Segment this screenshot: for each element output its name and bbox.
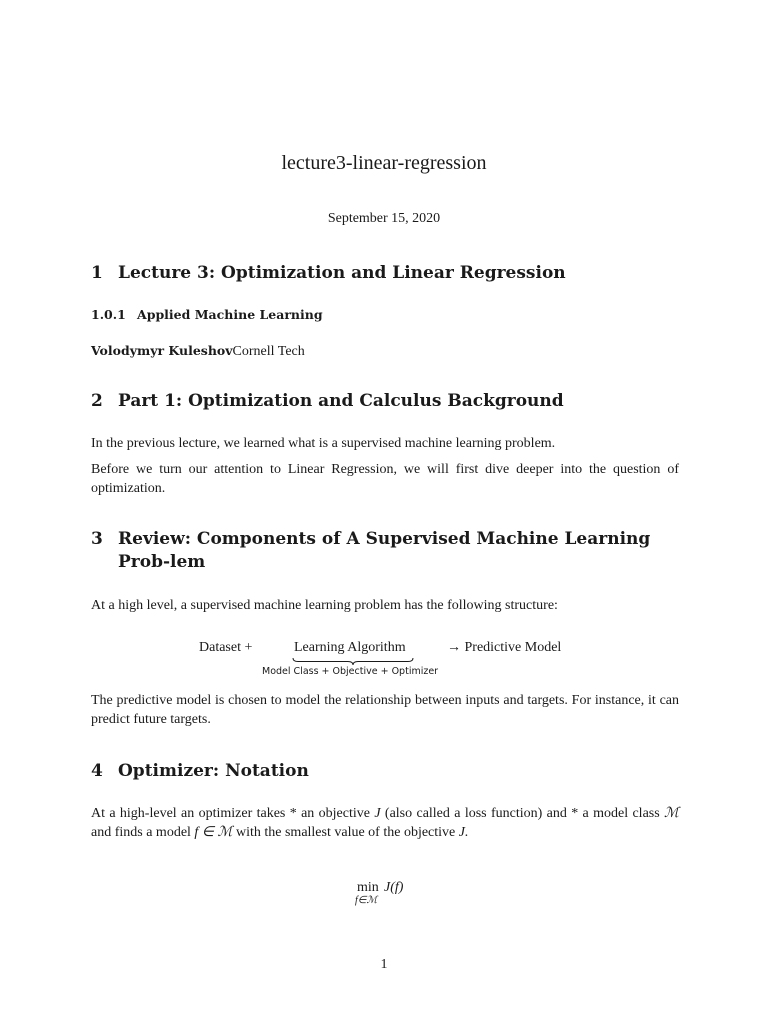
underbrace-label: Model Class + Objective + Optimizer (262, 666, 439, 677)
section-heading-1 (91, 262, 566, 285)
equation-learning-algorithm: Learning Algorithm (294, 640, 406, 655)
section-heading-3 (91, 528, 681, 574)
paragraph-optimizer (91, 804, 679, 842)
math-J: J (374, 806, 381, 821)
section-title: Lecture 3: Optimization and Linear Regression (118, 263, 566, 283)
paragraph: In the previous lecture, we learned what is a supervised machine learning problem. (91, 436, 556, 451)
paragraph: At a high level, a supervised machine learning problem has the following structure: (91, 598, 558, 613)
subsection-number: 1.0.1 (91, 307, 126, 322)
section-title: Review: Components of A Supervised Machine Learning Prob-lem (118, 529, 651, 572)
section-title: Optimizer: Notation (118, 761, 309, 781)
equation-predictive-model: → Predictive Model (447, 640, 562, 655)
section-title: Part 1: Optimization and Calculus Background (118, 391, 564, 411)
document-title: lecture3-linear-regression (281, 152, 487, 174)
text-run: At a high-level an optimizer takes * an objective (91, 806, 370, 821)
formula-operator: min (357, 880, 379, 895)
section-number: 4 (91, 761, 103, 781)
paragraph: Before we turn our attention to Linear Regression, we will first dive deeper into the question of optimization. (91, 462, 679, 496)
formula-subscript: f∈ℳ (355, 895, 378, 906)
section-heading-2 (91, 390, 564, 413)
formula-expression: J(f) (384, 880, 404, 895)
paragraph: The predictive model is chosen to model the relationship between inputs and targets. For instance, it can predict future targets. (91, 693, 679, 727)
math-J-end: J. (458, 825, 469, 840)
subsection-heading (91, 307, 323, 322)
page-number: 1 (380, 957, 388, 972)
text-run: and finds a model (91, 825, 191, 840)
math-f-in-M: f ∈ ℳ (194, 825, 233, 840)
author-affiliation: Cornell Tech (232, 344, 305, 359)
section-heading-4 (91, 760, 309, 783)
section-number: 1 (91, 263, 103, 283)
author-name: Volodymyr Kuleshov (91, 343, 233, 358)
document-date: September 15, 2020 (327, 211, 441, 226)
pipeline-equation (0, 638, 768, 682)
section-number: 2 (91, 391, 103, 411)
subsection-title: Applied Machine Learning (137, 307, 323, 322)
equation-dataset: Dataset + (199, 640, 253, 655)
text-run: with the smallest value of the objective (235, 825, 456, 840)
author-line (91, 341, 679, 361)
underbrace-icon (292, 657, 414, 666)
display-formula (0, 878, 768, 918)
text-run: (also called a loss function) and * a model class (384, 806, 660, 821)
math-M: ℳ (664, 806, 680, 821)
section-number: 3 (91, 529, 103, 549)
